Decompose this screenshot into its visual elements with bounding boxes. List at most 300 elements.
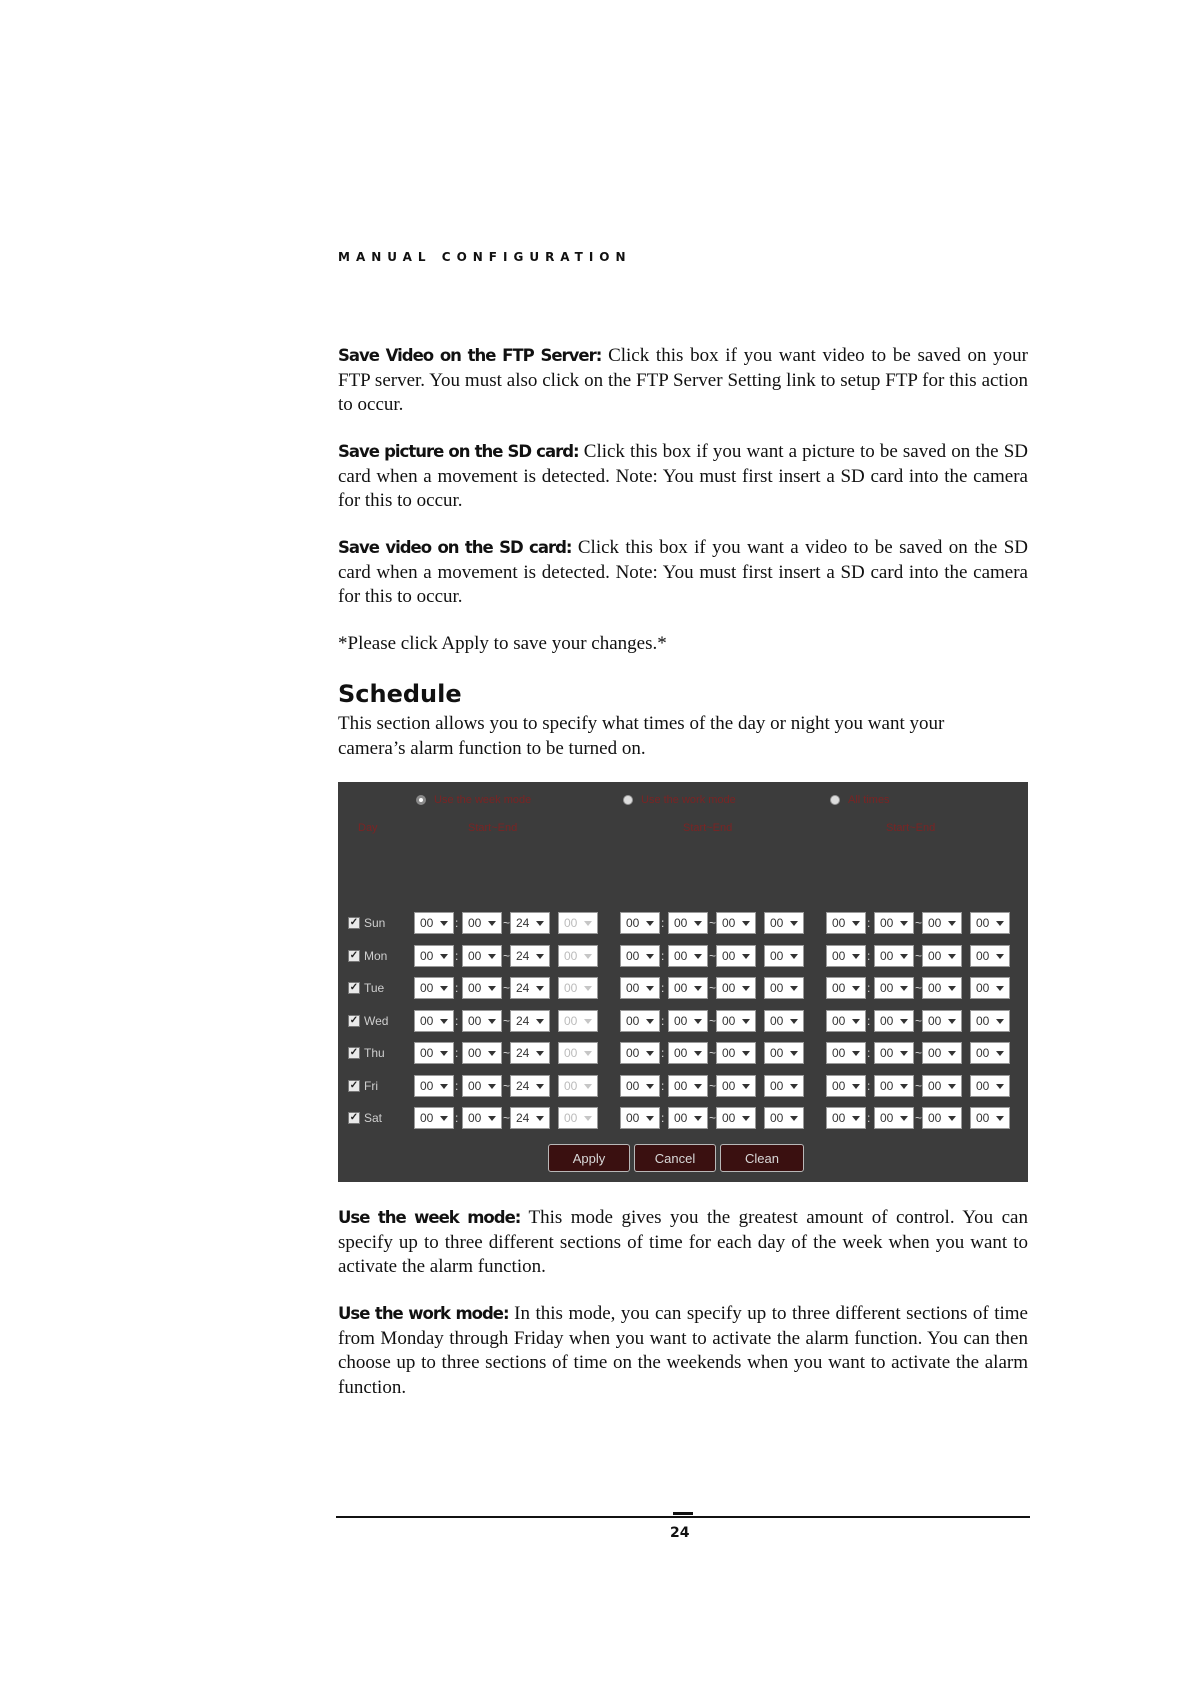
time-select[interactable] (764, 977, 804, 999)
time-separator: : (661, 916, 665, 930)
time-separator: : (661, 981, 665, 995)
time-separator: : (455, 1078, 459, 1093)
time-separator: ~ (709, 948, 717, 963)
section-title: Schedule (338, 680, 462, 708)
time-select-value: 00 (770, 1046, 784, 1060)
dropdown-arrow-icon (852, 1084, 860, 1089)
dropdown-arrow-icon (488, 1084, 496, 1089)
dropdown-arrow-icon (852, 986, 860, 991)
cancel-button[interactable]: Cancel (634, 1144, 716, 1172)
schedule-row (338, 1075, 1028, 1099)
time-select[interactable] (620, 1010, 660, 1032)
time-select-value: 00 (674, 1111, 688, 1125)
time-select (558, 1075, 598, 1097)
dropdown-arrow-icon (646, 1019, 654, 1024)
apply-button[interactable]: Apply (548, 1144, 630, 1172)
dropdown-arrow-icon (996, 1084, 1004, 1089)
time-select-value: 00 (832, 1013, 846, 1028)
time-separator: : (455, 1046, 459, 1060)
day-toggle[interactable] (348, 1046, 385, 1060)
radio-icon[interactable] (830, 795, 840, 805)
time-select[interactable] (668, 945, 708, 967)
week-mode-lead: Use the week mode: (338, 1208, 521, 1227)
time-select-value: 00 (674, 948, 688, 963)
time-select[interactable] (970, 1042, 1010, 1064)
time-select[interactable] (874, 1075, 914, 1097)
day-label: Sat (364, 1111, 383, 1125)
time-select-value: 00 (770, 948, 784, 963)
time-select[interactable] (716, 977, 756, 999)
time-separator: : (661, 1046, 665, 1060)
time-select-value: 00 (770, 1111, 784, 1125)
dropdown-arrow-icon (646, 1116, 654, 1121)
dropdown-arrow-icon (694, 986, 702, 991)
dropdown-arrow-icon (742, 1051, 750, 1056)
dropdown-arrow-icon (900, 1019, 908, 1024)
time-select[interactable] (510, 912, 550, 934)
dropdown-arrow-icon (646, 921, 654, 926)
dropdown-arrow-icon (488, 1019, 496, 1024)
time-select[interactable] (414, 1010, 454, 1032)
time-select[interactable] (922, 945, 962, 967)
time-separator: ~ (709, 1013, 717, 1028)
dropdown-arrow-icon (948, 1116, 956, 1121)
dropdown-arrow-icon (694, 1019, 702, 1024)
time-select-value: 00 (880, 1111, 894, 1125)
running-header: MANUAL CONFIGURATION (338, 250, 632, 264)
time-select[interactable] (874, 977, 914, 999)
time-separator: ~ (503, 1046, 511, 1060)
time-select-value: 00 (880, 948, 894, 963)
dropdown-arrow-icon (790, 986, 798, 991)
time-select-value: 00 (770, 916, 784, 930)
time-select[interactable] (874, 1010, 914, 1032)
dropdown-arrow-icon (488, 954, 496, 959)
dropdown-arrow-icon (900, 1084, 908, 1089)
day-toggle[interactable] (348, 949, 387, 963)
time-separator: ~ (503, 981, 511, 995)
time-select-value: 00 (976, 1111, 990, 1125)
time-select[interactable] (462, 1042, 502, 1064)
time-select[interactable] (510, 1075, 550, 1097)
time-select (558, 977, 598, 999)
time-separator: ~ (915, 1111, 923, 1125)
dropdown-arrow-icon (996, 1116, 1004, 1121)
time-separator: ~ (503, 1013, 511, 1028)
time-select[interactable] (874, 945, 914, 967)
time-select[interactable] (970, 1107, 1010, 1129)
time-select[interactable] (922, 912, 962, 934)
section-intro: This section allows you to specify what times of the day or night you want your camera’s alarm function to be turned on. (338, 713, 945, 759)
time-select[interactable] (874, 1107, 914, 1129)
time-select-value: 00 (674, 1013, 688, 1028)
time-select[interactable] (414, 977, 454, 999)
time-select[interactable] (764, 1042, 804, 1064)
time-select-value: 00 (564, 1111, 578, 1125)
work-mode-paragraph (338, 1302, 1028, 1400)
mode-week-option[interactable] (416, 794, 531, 806)
checkbox-icon[interactable]: ✓ (349, 1047, 359, 1058)
dropdown-arrow-icon (536, 1116, 544, 1121)
dropdown-arrow-icon (948, 921, 956, 926)
time-select[interactable] (668, 1042, 708, 1064)
dropdown-arrow-icon (536, 1019, 544, 1024)
sd-video-paragraph (338, 536, 1028, 610)
dropdown-arrow-icon (790, 954, 798, 959)
time-select-value: 00 (674, 1046, 688, 1060)
dropdown-arrow-icon (646, 1051, 654, 1056)
time-select[interactable] (620, 945, 660, 967)
time-select-value: 00 (564, 981, 578, 995)
time-select[interactable] (716, 912, 756, 934)
column-header-section1: Start~End (468, 822, 518, 834)
time-select[interactable] (414, 945, 454, 967)
time-select[interactable] (620, 1042, 660, 1064)
time-select[interactable] (716, 1075, 756, 1097)
dropdown-arrow-icon (996, 954, 1004, 959)
dropdown-arrow-icon (488, 921, 496, 926)
time-select[interactable] (716, 1107, 756, 1129)
time-select-value: 00 (420, 1013, 434, 1028)
time-select[interactable] (462, 1010, 502, 1032)
day-toggle[interactable] (348, 1079, 378, 1093)
time-select-value: 00 (468, 981, 482, 995)
time-select[interactable] (414, 1107, 454, 1129)
time-separator: ~ (709, 981, 717, 995)
dropdown-arrow-icon (742, 1019, 750, 1024)
time-select-value: 00 (564, 916, 578, 930)
dropdown-arrow-icon (948, 954, 956, 959)
dropdown-arrow-icon (536, 1084, 544, 1089)
time-select-value: 00 (468, 1013, 482, 1028)
time-select-value: 00 (722, 1013, 736, 1028)
dropdown-arrow-icon (646, 986, 654, 991)
time-select[interactable] (668, 1107, 708, 1129)
time-select[interactable] (414, 1042, 454, 1064)
time-select-value: 00 (928, 1013, 942, 1028)
clean-button[interactable]: Clean (720, 1144, 804, 1172)
time-select-value: 24 (516, 1046, 530, 1060)
time-select-value: 00 (626, 1013, 640, 1028)
day-label: Sun (364, 916, 386, 930)
time-select-value: 00 (626, 1046, 640, 1060)
time-select[interactable] (970, 977, 1010, 999)
dropdown-arrow-icon (440, 954, 448, 959)
time-select-value: 00 (674, 916, 688, 930)
time-select-value: 00 (722, 981, 736, 995)
dropdown-arrow-icon (584, 1051, 592, 1056)
time-select-value: 00 (832, 1111, 846, 1125)
time-select[interactable] (462, 945, 502, 967)
time-separator: : (661, 1078, 665, 1093)
checkbox-icon[interactable]: ✓ (349, 917, 359, 928)
time-select[interactable] (922, 1042, 962, 1064)
time-select-value: 00 (420, 1078, 434, 1093)
dropdown-arrow-icon (852, 921, 860, 926)
dropdown-arrow-icon (996, 1051, 1004, 1056)
time-select[interactable] (764, 1107, 804, 1129)
dropdown-arrow-icon (790, 1019, 798, 1024)
footer-rule (336, 1516, 1030, 1518)
dropdown-arrow-icon (440, 1051, 448, 1056)
time-select[interactable] (510, 1107, 550, 1129)
time-separator: ~ (709, 1078, 717, 1093)
time-select-value: 00 (420, 916, 434, 930)
time-select[interactable] (668, 1010, 708, 1032)
day-toggle[interactable] (348, 916, 385, 930)
time-select-value: 00 (626, 1111, 640, 1125)
day-toggle[interactable] (348, 1014, 388, 1028)
dropdown-arrow-icon (584, 1019, 592, 1024)
time-select-value: 00 (928, 1111, 942, 1125)
checkbox-icon[interactable]: ✓ (349, 1079, 359, 1091)
time-select[interactable] (826, 1010, 866, 1032)
sd-picture-paragraph (338, 440, 1028, 514)
time-select-value: 00 (770, 1013, 784, 1028)
time-select[interactable] (668, 912, 708, 934)
time-select-value: 00 (722, 1111, 736, 1125)
mode-work-option[interactable] (623, 794, 736, 806)
checkbox-icon[interactable]: ✓ (349, 982, 359, 993)
time-separator: : (661, 1013, 665, 1028)
time-select[interactable] (510, 945, 550, 967)
time-separator: ~ (709, 916, 717, 930)
time-select[interactable] (922, 977, 962, 999)
mode-all-option[interactable] (830, 794, 890, 806)
day-toggle[interactable] (348, 1111, 382, 1125)
work-mode-text: In this mode, you can specify up to three different sections of time from Monday through Friday when you want to activate the alarm function. You can then choose up to three sections of time on the weekends when you want to activate the alarm function. (338, 1303, 1028, 1398)
time-separator: ~ (709, 1111, 717, 1125)
dropdown-arrow-icon (790, 1116, 798, 1121)
dropdown-arrow-icon (852, 954, 860, 959)
time-select[interactable] (764, 1010, 804, 1032)
time-select[interactable] (764, 1075, 804, 1097)
time-select[interactable] (826, 1042, 866, 1064)
time-select-value: 00 (976, 1013, 990, 1028)
time-select[interactable] (620, 1075, 660, 1097)
time-separator: : (661, 1111, 665, 1125)
time-select[interactable] (826, 1107, 866, 1129)
time-separator: ~ (503, 1078, 511, 1093)
time-select-value: 00 (832, 1078, 846, 1093)
time-select-value: 00 (626, 916, 640, 930)
dropdown-arrow-icon (536, 1051, 544, 1056)
time-select[interactable] (668, 1075, 708, 1097)
dropdown-arrow-icon (742, 1084, 750, 1089)
radio-icon[interactable] (623, 795, 633, 805)
dropdown-arrow-icon (646, 954, 654, 959)
time-select-value: 00 (928, 916, 942, 930)
dropdown-arrow-icon (584, 1116, 592, 1121)
work-mode-lead: Use the work mode: (338, 1304, 509, 1323)
time-select-value: 24 (516, 981, 530, 995)
time-separator: ~ (709, 1046, 717, 1060)
dropdown-arrow-icon (852, 1116, 860, 1121)
time-select-value: 00 (468, 1111, 482, 1125)
time-select[interactable] (716, 1042, 756, 1064)
time-select-value: 00 (564, 1013, 578, 1028)
time-select (558, 912, 598, 934)
dropdown-arrow-icon (996, 1019, 1004, 1024)
time-separator: : (867, 981, 871, 995)
time-select-value: 00 (626, 981, 640, 995)
checkbox-icon[interactable]: ✓ (349, 1112, 359, 1123)
dropdown-arrow-icon (440, 921, 448, 926)
time-select-value: 00 (880, 916, 894, 930)
time-select[interactable] (620, 1107, 660, 1129)
time-select[interactable] (462, 1075, 502, 1097)
dropdown-arrow-icon (440, 986, 448, 991)
time-select[interactable] (668, 977, 708, 999)
checkbox-icon[interactable]: ✓ (349, 949, 359, 961)
time-select-value: 00 (976, 1078, 990, 1093)
time-select[interactable] (826, 977, 866, 999)
day-toggle[interactable] (348, 981, 384, 995)
time-select (558, 1010, 598, 1032)
schedule-row (338, 1010, 1028, 1034)
time-select[interactable] (764, 912, 804, 934)
dropdown-arrow-icon (694, 1084, 702, 1089)
dropdown-arrow-icon (790, 1084, 798, 1089)
time-separator: ~ (915, 981, 923, 995)
time-separator: : (867, 1111, 871, 1125)
time-select-value: 00 (420, 1046, 434, 1060)
time-select-value: 24 (516, 1111, 530, 1125)
time-select-value: 00 (880, 1078, 894, 1093)
time-separator: ~ (503, 948, 511, 963)
day-label: Tue (364, 981, 385, 995)
time-select-value: 00 (674, 981, 688, 995)
dropdown-arrow-icon (996, 921, 1004, 926)
dropdown-arrow-icon (790, 1051, 798, 1056)
dropdown-arrow-icon (742, 921, 750, 926)
time-select-value: 00 (420, 948, 434, 963)
time-separator: : (455, 981, 459, 995)
time-select[interactable] (414, 1075, 454, 1097)
dropdown-arrow-icon (536, 921, 544, 926)
time-select-value: 00 (564, 1046, 578, 1060)
sd-picture-text: Click this box if you want a picture to be saved on the SD card when a movement is detected. Note: You must first insert a SD card into the camera for this to occur. (338, 441, 1028, 511)
day-label: Wed (364, 1013, 389, 1028)
time-select-value: 00 (770, 1078, 784, 1093)
time-select (558, 945, 598, 967)
time-select[interactable] (462, 912, 502, 934)
time-select[interactable] (826, 945, 866, 967)
time-select[interactable] (620, 912, 660, 934)
schedule-row (338, 1042, 1028, 1066)
time-select-value: 00 (976, 948, 990, 963)
time-select[interactable] (970, 1075, 1010, 1097)
time-select-value: 00 (832, 948, 846, 963)
schedule-row (338, 912, 1028, 936)
time-select-value: 00 (928, 1078, 942, 1093)
dropdown-arrow-icon (948, 1051, 956, 1056)
mode-all-label: All times (848, 794, 890, 806)
dropdown-arrow-icon (440, 1019, 448, 1024)
time-select-value: 00 (564, 948, 578, 963)
dropdown-arrow-icon (584, 1084, 592, 1089)
column-header-day: Day (358, 822, 378, 834)
dropdown-arrow-icon (852, 1019, 860, 1024)
time-select-value: 00 (468, 1078, 482, 1093)
time-separator: : (455, 948, 459, 963)
time-select-value: 00 (928, 948, 942, 963)
time-select (558, 1042, 598, 1064)
time-select[interactable] (510, 977, 550, 999)
dropdown-arrow-icon (900, 1116, 908, 1121)
time-select[interactable] (510, 1010, 550, 1032)
time-select-value: 00 (722, 1046, 736, 1060)
day-label: Mon (364, 948, 388, 963)
time-select-value: 24 (516, 916, 530, 930)
dropdown-arrow-icon (440, 1116, 448, 1121)
ftp-video-paragraph (338, 344, 1028, 418)
schedule-row (338, 1107, 1028, 1131)
radio-icon[interactable] (416, 795, 426, 805)
time-select-value: 00 (420, 981, 434, 995)
time-separator: : (455, 1111, 459, 1125)
time-select-value: 24 (516, 948, 530, 963)
time-select[interactable] (826, 1075, 866, 1097)
time-select-value: 24 (516, 1013, 530, 1028)
dropdown-arrow-icon (996, 986, 1004, 991)
time-select[interactable] (414, 912, 454, 934)
time-select[interactable] (716, 945, 756, 967)
time-select-value: 00 (626, 948, 640, 963)
time-select[interactable] (874, 1042, 914, 1064)
time-select-value: 00 (722, 948, 736, 963)
time-select[interactable] (922, 1075, 962, 1097)
mode-work-label: Use the work mode (641, 794, 736, 806)
time-select[interactable] (874, 912, 914, 934)
time-select-value: 00 (564, 1078, 578, 1093)
time-select[interactable] (462, 1107, 502, 1129)
column-header-section3: Start~End (886, 822, 936, 834)
time-separator: ~ (915, 916, 923, 930)
time-separator: ~ (915, 1013, 923, 1028)
schedule-row (338, 945, 1028, 969)
checkbox-icon[interactable]: ✓ (349, 1014, 359, 1026)
dropdown-arrow-icon (488, 986, 496, 991)
time-select[interactable] (462, 977, 502, 999)
sd-video-text: Click this box if you want a video to be saved on the SD card when a movement is detected. Note: You must first insert a SD card into the camera for this to occur. (338, 537, 1028, 607)
time-select[interactable] (922, 1107, 962, 1129)
time-separator: : (867, 1046, 871, 1060)
time-select[interactable] (922, 1010, 962, 1032)
time-select[interactable] (970, 945, 1010, 967)
time-select[interactable] (716, 1010, 756, 1032)
time-select[interactable] (970, 1010, 1010, 1032)
time-select-value: 00 (880, 1046, 894, 1060)
time-select-value: 00 (674, 1078, 688, 1093)
time-select-value: 00 (468, 948, 482, 963)
time-select-value: 00 (722, 1078, 736, 1093)
time-select-value: 00 (832, 981, 846, 995)
time-separator: ~ (503, 916, 511, 930)
dropdown-arrow-icon (584, 954, 592, 959)
sd-picture-lead: Save picture on the SD card: (338, 442, 579, 461)
page-number: 24 (670, 1525, 690, 1541)
time-select[interactable] (620, 977, 660, 999)
time-select[interactable] (764, 945, 804, 967)
time-select[interactable] (510, 1042, 550, 1064)
time-select-value: 24 (516, 1078, 530, 1093)
week-mode-paragraph (338, 1206, 1028, 1280)
time-select[interactable] (826, 912, 866, 934)
dropdown-arrow-icon (694, 921, 702, 926)
time-separator: : (867, 916, 871, 930)
time-select[interactable] (970, 912, 1010, 934)
